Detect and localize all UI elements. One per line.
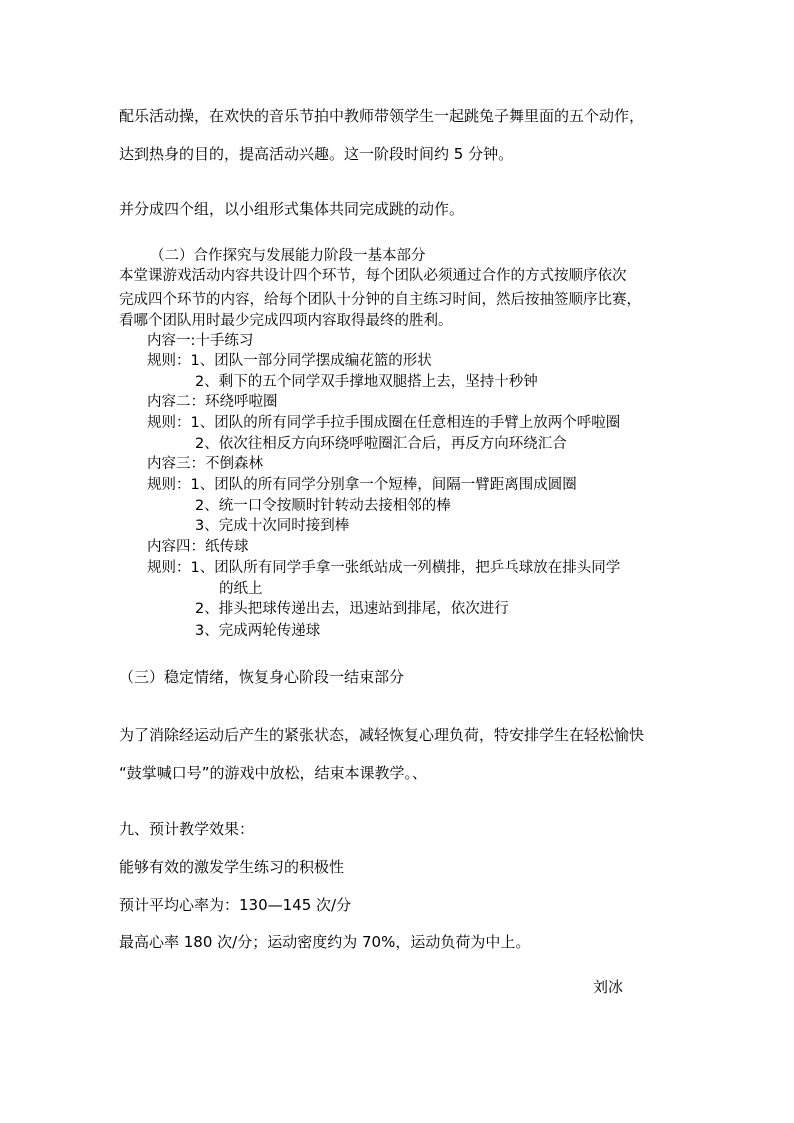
intro-line-3: 看哪个团队用时最少完成四项内容取得最终的胜利。 bbox=[119, 313, 453, 329]
content-1-title: 内容一:十手练习 bbox=[147, 333, 254, 349]
content-2-rule-1: 规则：1、团队的所有同学手拉手围成圈在任意相连的手臂上放两个呼啦圈 bbox=[147, 415, 621, 431]
content-4-rule-3: 3、完成两轮传递球 bbox=[195, 623, 321, 639]
content-3-title: 内容三：不倒森林 bbox=[147, 456, 263, 472]
section-2-heading: （二）合作探究与发展能力阶段一基本部分 bbox=[150, 248, 426, 264]
content-1-rule-2: 2、剩下的五个同学双手撑地双腿搭上去，坚持十秒钟 bbox=[195, 374, 538, 390]
paragraph-warmup-line-1: 配乐活动操，在欢快的音乐节拍中教师带领学生一起跳兔子舞里面的五个动作， bbox=[119, 107, 645, 125]
content-4-rule-1-line-2: 的纸上 bbox=[219, 581, 263, 597]
intro-line-2: 完成四个环节的内容，给每个团队十分钟的自主练习时间，然后按抽签顺序比赛， bbox=[119, 292, 641, 308]
content-2-rule-2: 2、依次往相反方向环绕呼啦圈汇合后，再反方向环绕汇合 bbox=[195, 436, 567, 452]
effect-line-3: 最高心率 180 次/分；运动密度约为 70%，运动负荷为中上。 bbox=[119, 933, 531, 951]
paragraph-warmup-line-2: 达到热身的目的，提高活动兴趣。这一阶段时间约 5 分钟。 bbox=[119, 145, 514, 163]
content-4-title: 内容四：纸传球 bbox=[147, 539, 249, 555]
intro-line-1: 本堂课游戏活动内容共设计四个环节，每个团队必须通过合作的方式按顺序依次 bbox=[119, 268, 627, 284]
paragraph-cooldown-line-2: “鼓掌喊口号”的游戏中放松，结束本课教学。、 bbox=[119, 764, 428, 782]
paragraph-cooldown-line-1: 为了消除经运动后产生的紧张状态，减轻恢复心理负荷，特安排学生在轻松愉快 bbox=[119, 726, 645, 744]
section-9-heading: 九、预计教学效果： bbox=[119, 820, 255, 838]
section-3-heading: （三）稳定情绪，恢复身心阶段一结束部分 bbox=[119, 668, 405, 686]
effect-line-1: 能够有效的激发学生练习的积极性 bbox=[119, 858, 345, 876]
content-1-rule-1: 规则：1、团队一部分同学摆成编花篮的形状 bbox=[147, 353, 432, 369]
content-4-rule-1-line-1: 规则：1、团队所有同学手拿一张纸站成一列横排，把乒乓球放在排头同学 bbox=[147, 560, 621, 576]
content-2-title: 内容二：环绕呼啦圈 bbox=[147, 394, 278, 410]
effect-line-2: 预计平均心率为：130—145 次/分 bbox=[119, 896, 352, 914]
content-3-rule-3: 3、完成十次同时接到棒 bbox=[195, 518, 350, 534]
paragraph-groups: 并分成四个组，以小组形式集体共同完成跳的动作。 bbox=[119, 200, 465, 218]
author-signature: 刘冰 bbox=[593, 978, 624, 996]
content-4-rule-2: 2、排头把球传递出去，迅速站到排尾，依次进行 bbox=[195, 601, 509, 617]
content-3-rule-1: 规则：1、团队的所有同学分别拿一个短棒，间隔一臂距离围成圆圈 bbox=[147, 477, 577, 493]
content-3-rule-2: 2、统一口令按顺时针转动去接相邻的棒 bbox=[195, 498, 451, 514]
